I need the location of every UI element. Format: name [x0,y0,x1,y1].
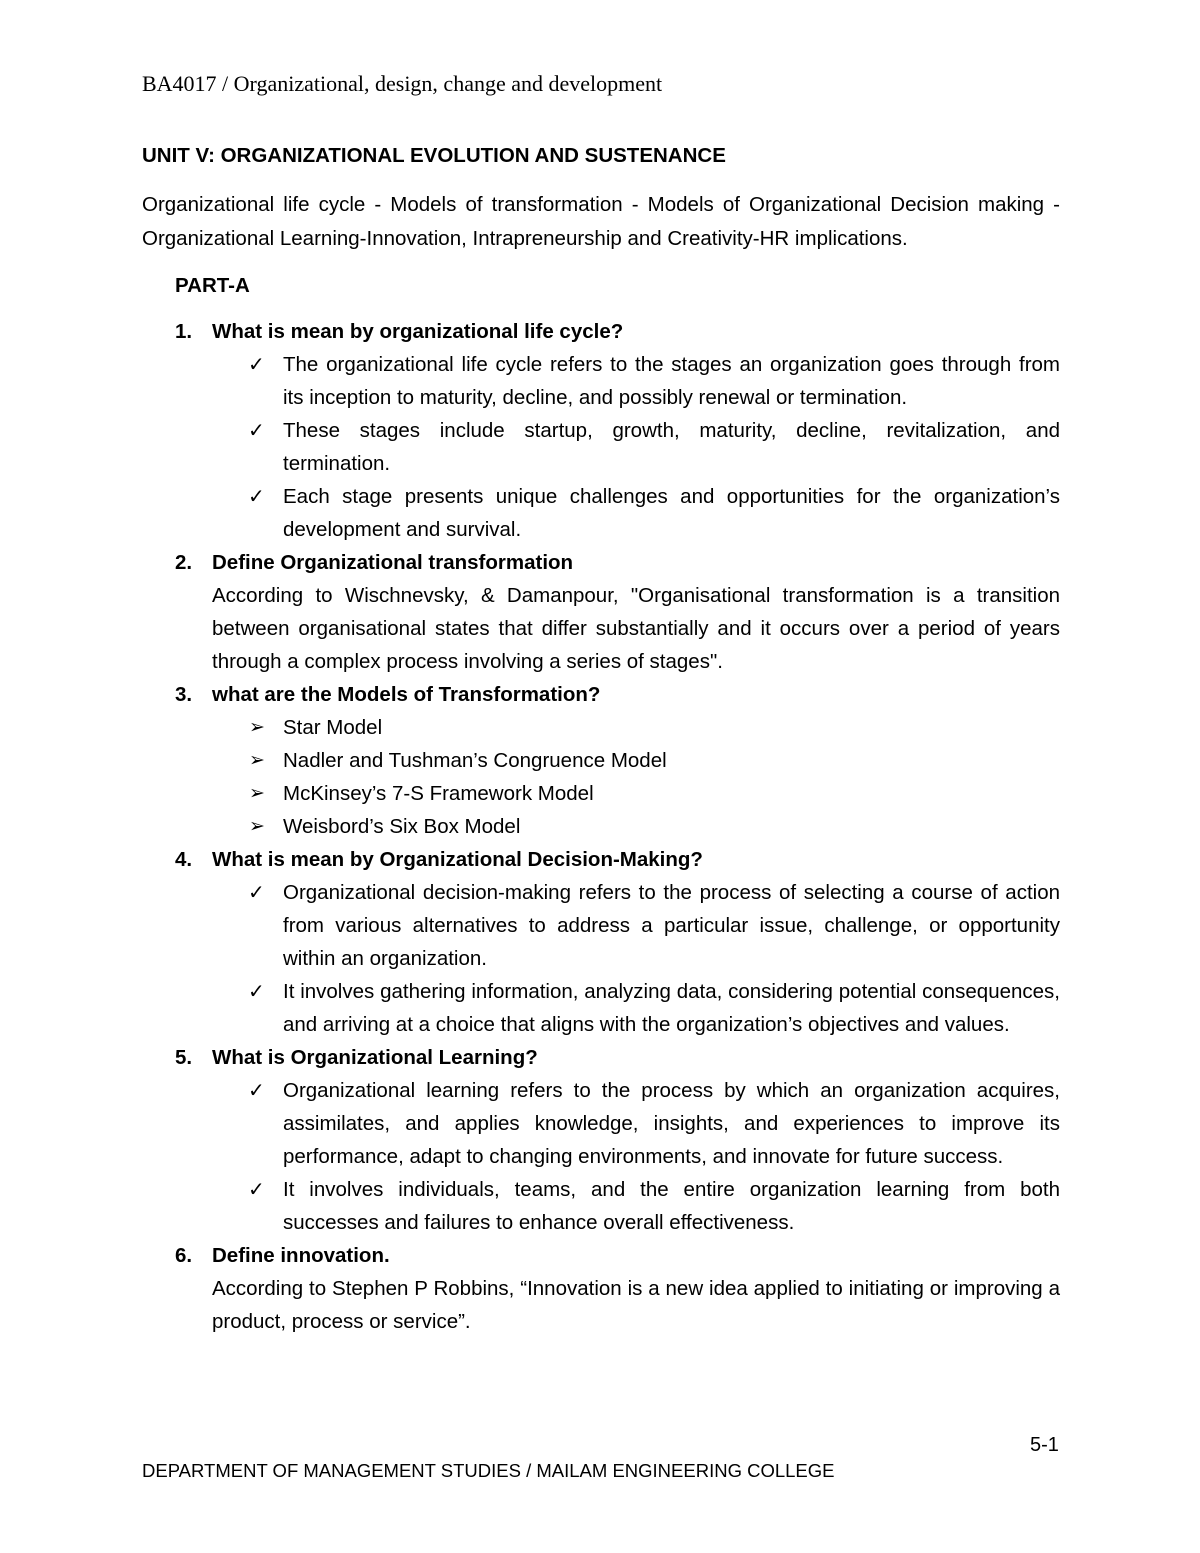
answer-point [212,975,1060,1041]
checkmark-icon: ✓ [248,1078,265,1102]
question-title: Define Organizational transformation [212,551,574,574]
answer-point-text: It involves individuals, teams, and the entire organization learning from both successes and failures to enhance overall effectiveness. [283,1178,1060,1234]
answer-point [212,348,1060,414]
model-item [142,744,1060,777]
checkmark-icon: ✓ [248,1177,265,1201]
question-number: 3. [175,683,193,706]
checkmark-icon: ✓ [248,418,265,442]
unit-intro: Organizational life cycle - Models of transformation - Models of Organizational Decision making - Organizational Learning-Innovation, Intrapreneurship and Creativity-HR implications. [142,193,1060,250]
answer-points [212,876,1060,1041]
question-title: What is mean by Organizational Decision-Making? [212,848,703,871]
answer-point-text: It involves gathering information, analyzing data, considering potential consequences, and arriving at a choice that aligns with the organization’s objectives and values. [283,980,1060,1036]
answer-points [212,348,1060,546]
checkmark-icon: ✓ [248,979,265,1003]
model-list [142,711,1060,843]
checkmark-icon: ✓ [248,880,265,904]
arrowhead-bullet-icon: ➢ [249,815,265,837]
question-number: 1. [175,320,193,343]
question-title: Define innovation. [212,1244,390,1267]
question-number: 6. [175,1244,193,1267]
course-header: BA4017 / Organizational, design, change and development [142,71,663,96]
answer-points [212,1074,1060,1239]
question-item [142,1239,1060,1338]
answer-text: According to Stephen P Robbins, “Innovation is a new idea applied to initiating or improving a product, process or service”. [212,1277,1060,1333]
model-item [142,711,1060,744]
model-item [142,777,1060,810]
answer-point [212,414,1060,480]
part-label: PART-A [175,274,250,297]
answer-point-text: Organizational decision-making refers to the process of selecting a course of action from various alternatives to address a particular issue, challenge, or opportunity within an organization. [283,881,1060,970]
model-name: Nadler and Tushman’s Congruence Model [283,749,667,772]
page-number: 5-1 [1030,1434,1059,1456]
department-footer: DEPARTMENT OF MANAGEMENT STUDIES / MAILAM ENGINEERING COLLEGE [142,1460,835,1481]
question-item [142,678,1060,843]
question-number: 5. [175,1046,193,1069]
unit-title: UNIT V: ORGANIZATIONAL EVOLUTION AND SUSTENANCE [142,144,726,167]
model-item [142,810,1060,843]
answer-text: According to Wischnevsky, & Damanpour, "Organisational transformation is a transition between organisational states that differ substantially and it occurs over a period of years through a complex process involving a series of stages". [212,584,1060,673]
question-item [142,1041,1060,1239]
model-name: Weisbord’s Six Box Model [283,815,521,838]
answer-point-text: Organizational learning refers to the process by which an organization acquires, assimilates, and applies knowledge, insights, and experiences to improve its performance, adapt to changing environments, and innovate for future success. [283,1079,1060,1168]
question-title: what are the Models of Transformation? [212,683,601,706]
arrowhead-bullet-icon: ➢ [249,716,265,738]
answer-point [212,876,1060,975]
question-item [142,546,1060,678]
model-name: Star Model [283,716,383,739]
page-content [142,139,1060,1338]
answer-point [212,1173,1060,1239]
answer-point [212,1074,1060,1173]
question-item [142,843,1060,1041]
answer-point [212,480,1060,546]
question-item [142,315,1060,546]
checkmark-icon: ✓ [248,352,265,376]
model-name: McKinsey’s 7-S Framework Model [283,782,594,805]
question-number: 4. [175,848,193,871]
checkmark-icon: ✓ [248,484,265,508]
answer-point-text: Each stage presents unique challenges and opportunities for the organization’s development and survival. [283,485,1060,541]
question-title: What is Organizational Learning? [212,1046,538,1069]
answer-point-text: These stages include startup, growth, maturity, decline, revitalization, and termination. [283,419,1060,475]
arrowhead-bullet-icon: ➢ [249,749,265,771]
question-list [142,315,1060,1338]
question-number: 2. [175,551,193,574]
question-title: What is mean by organizational life cycle? [212,320,624,343]
answer-point-text: The organizational life cycle refers to the stages an organization goes through from its inception to maturity, decline, and possibly renewal or termination. [283,353,1060,409]
arrowhead-bullet-icon: ➢ [249,782,265,804]
